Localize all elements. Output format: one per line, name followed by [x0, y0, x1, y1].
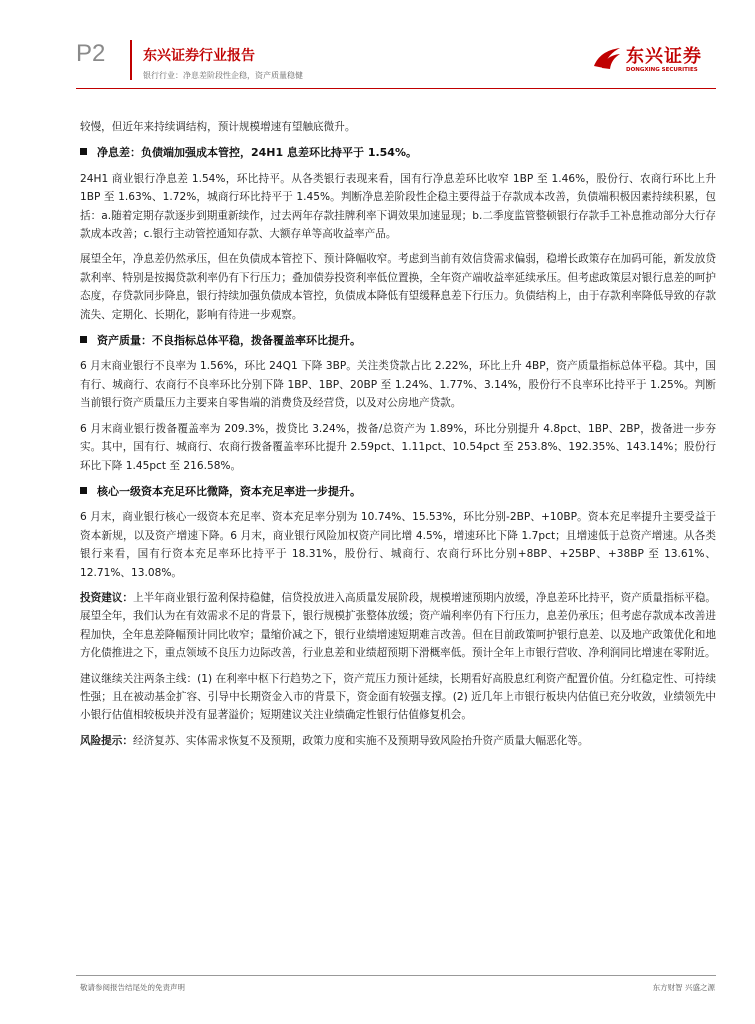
section-heading-asset-quality	[80, 332, 716, 350]
header-divider	[130, 40, 132, 80]
capital-paragraph: 6 月末，商业银行核心一级资本充足率、资本充足率分别为 10.74%、15.53%，环比分别-2BP、+10BP。资本充足率提升主要受益于资本新规，以及资产增速下降。6 月末，商业银行风险加权资产同比增 4.5%，增速环比下降 1.7pct；且增速低于总资产增速。从各类银行来看，国有行资本充足率环比持平于 18.31%，股份行、城商行、农商行环比分别+8BP、+25BP、+38BP 至 13.61%、12.71%、13.08%。	[80, 511, 716, 579]
risk-paragraph	[80, 732, 716, 750]
heading-text: 核心一级资本充足环比微降，资本充足率进一步提升。	[97, 484, 361, 498]
page-number: P2	[76, 40, 106, 67]
report-body	[80, 118, 716, 750]
section-heading-nim	[80, 144, 716, 162]
page-header	[0, 0, 755, 92]
logo-text-en: DONGXING SECURITIES	[626, 67, 698, 73]
nim-paragraph-1: 24H1 商业银行净息差 1.54%，环比持平。从各类银行表现来看，国有行净息差环比收窄 1BP 至 1.46%，股份行、农商行环比上升 1BP 至 1.63%、1.72%，城商行环比持平于 1.45%。判断净息差阶段性企稳主要得益于存款成本改善，负债端积极因素持续积累，包括：a.随着定期存款逐步到期重新续作，过去两年存款挂牌利率下调效果加速显现；b.二季度监管整顿银行存款手工补息推动部分大行存款成本改善；c.银行主动管控通知存款、大额存单等高收益率产品。	[80, 172, 716, 241]
header-rule	[76, 88, 716, 89]
risk-label: 风险提示：	[80, 734, 133, 747]
logo-text-cn: 东兴证券	[626, 46, 702, 67]
square-bullet-icon	[80, 487, 87, 494]
nim-paragraph-2: 展望全年，净息差仍然承压，但在负债成本管控下、预计降幅收窄。考虑到当前有效信贷需求偏弱，稳增长政策存在加码可能，新发放贷款利率、特别是按揭贷款利率仍有下行压力；叠加债券投资利率低位置换，全年资产端收益率延续承压。但考虑政策层对银行息差的呵护态度，存贷款同步降息，银行持续加强负债成本管控，负债成本降低有望缓释息差下行压力。负债结构上，由于存款利率降低导致的存款流失、定期化、长期化，影响有待进一步观察。	[80, 253, 716, 321]
heading-text: 净息差：负债端加强成本管控，24H1 息差环比持平于 1.54%。	[97, 146, 417, 160]
asset-quality-paragraph-1: 6 月末商业银行不良率为 1.56%，环比 24Q1 下降 3BP。关注类贷款占比 2.22%，环比上升 4BP，资产质量指标总体平稳。其中，国有行、城商行、农商行不良率环比分别下降 1BP、1BP、20BP 至 1.24%、1.77%、3.14%，股份行不良率环比持平于 1.25%。判断当前银行资产质量压力主要来自零售端的消费贷及经营贷，以及对公房地产贷款。	[80, 360, 716, 410]
investment-advice-label: 投资建议：	[80, 591, 134, 604]
report-title: 东兴证券行业报告	[143, 48, 255, 64]
disclaimer-note: 敬请参阅报告结尾处的免责声明	[80, 983, 185, 992]
main-lines-paragraph: 建议继续关注两条主线：(1) 在利率中枢下行趋势之下，资产荒压力预计延续，长期看好高股息红利资产配置价值。分红稳定性、可持续性强；且在被动基金扩容、引导中长期资金入市的背景下，资金面有较强支撑。(2) 近几年上市银行板块内估值已充分收敛，业绩领先中小银行估值相较板块并没有显著溢价；短期建议关注业绩确定性银行估值修复机会。	[80, 672, 716, 722]
square-bullet-icon	[80, 336, 87, 343]
heading-text: 资产质量：不良指标总体平稳，拨备覆盖率环比提升。	[97, 334, 361, 348]
footer-slogan: 东方财智 兴盛之源	[652, 983, 715, 992]
footer-rule	[76, 975, 716, 976]
investment-advice-paragraph	[80, 589, 716, 663]
asset-quality-paragraph-2: 6 月末商业银行拨备覆盖率为 209.3%，拨贷比 3.24%，拨备/总资产为 1.89%，环比分别提升 4.8pct、1BP、2BP，拨备进一步夯实。其中，国有行、城商行、农商行拨备覆盖率环比提升 2.59pct、1.11pct、10.54pct 至 253.8%、192.35%、143.14%；股份行环比下降 1.45pct 至 216.58%。	[80, 422, 716, 472]
section-heading-capital	[80, 483, 716, 501]
report-subtitle: 银行行业：净息差阶段性企稳，资产质量稳健	[143, 71, 303, 80]
square-bullet-icon	[80, 148, 87, 155]
investment-advice-text: 上半年商业银行盈利保持稳健，信贷投放进入高质量发展阶段，规模增速预期内放缓，净息差环比持平，资产质量指标平稳。展望全年，我们认为在有效需求不足的背景下，银行规模扩张整体放缓；资产端利率仍有下行压力，息差仍承压；但考虑存款成本改善进程加快，全年息差降幅预计同比收窄；量缩价减之下，银行业绩增速短期难言改善。但在目前政策呵护银行息差、以及地产政策优化和地方化债推进之下，重点领域不良压力边际改善，行业息差和业绩超预期下滑概率低。预计全年上市银行营收、净利润同比增速在零附近。	[80, 591, 717, 660]
risk-text: 经济复苏、实体需求恢复不及预期，政策力度和实施不及预期导致风险抬升资产质量大幅恶化等。	[132, 734, 589, 747]
company-logo	[592, 40, 710, 80]
logo-mark-icon	[592, 42, 622, 72]
intro-paragraph: 较慢，但近年来持续调结构，预计规模增速有望触底微升。	[80, 121, 356, 133]
